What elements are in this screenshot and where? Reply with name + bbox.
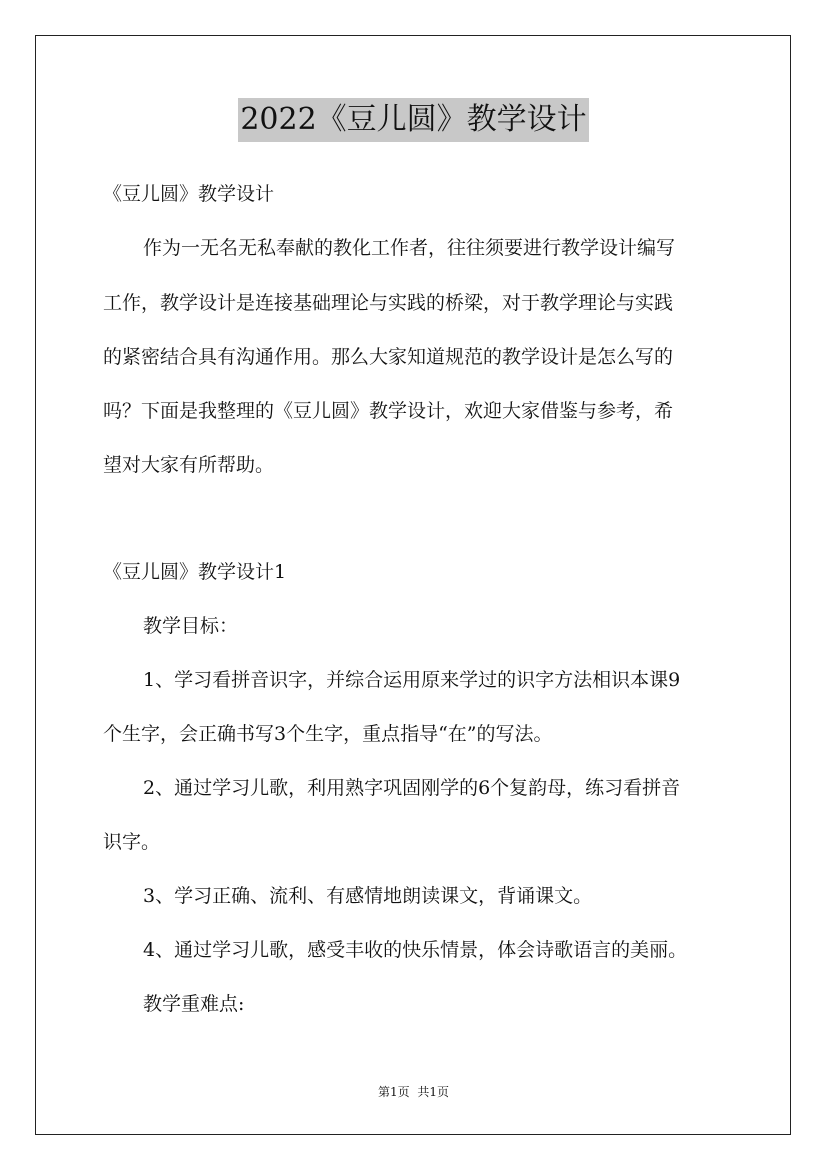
section-title: 《豆儿圆》教学设计1 bbox=[103, 561, 287, 583]
intro-line-3: 的紧密结合具有沟通作用。那么大家知道规范的教学设计是怎么写的 bbox=[103, 346, 674, 368]
goal-line-5: 3、学习正确、流利、有感情地朗读课文，背诵课文。 bbox=[143, 885, 593, 907]
intro-line-5: 望对大家有所帮助。 bbox=[103, 454, 275, 476]
document-title: 2022《豆儿圆》教学设计 bbox=[238, 98, 588, 142]
page-number-total: 共1页 bbox=[417, 1085, 450, 1099]
title-container bbox=[0, 98, 827, 142]
intro-line-2: 工作，教学设计是连接基础理论与实践的桥梁，对于教学理论与实践 bbox=[103, 292, 674, 314]
difficulty-heading: 教学重难点: bbox=[143, 993, 245, 1015]
goal-line-3: 2、通过学习儿歌，利用熟字巩固刚学的6个复韵母，练习看拼音 bbox=[143, 777, 681, 799]
intro-line-4: 吗？下面是我整理的《豆儿圆》教学设计，欢迎大家借鉴与参考，希 bbox=[103, 400, 674, 422]
goal-line-2: 个生字，会正确书写3个生字，重点指导“在”的写法。 bbox=[103, 723, 553, 745]
page-footer bbox=[0, 1083, 827, 1100]
page-number-current: 第1页 bbox=[377, 1085, 410, 1099]
goal-line-6: 4、通过学习儿歌，感受丰收的快乐情景，体会诗歌语言的美丽。 bbox=[143, 939, 688, 961]
goal-line-4: 识字。 bbox=[103, 831, 161, 853]
document-subtitle: 《豆儿圆》教学设计 bbox=[103, 183, 275, 205]
intro-line-1: 作为一无名无私奉献的教化工作者，往往须要进行教学设计编写 bbox=[143, 237, 676, 259]
goals-heading: 教学目标： bbox=[143, 615, 239, 637]
goal-line-1: 1、学习看拼音识字，并综合运用原来学过的识字方法相识本课9 bbox=[143, 669, 681, 691]
